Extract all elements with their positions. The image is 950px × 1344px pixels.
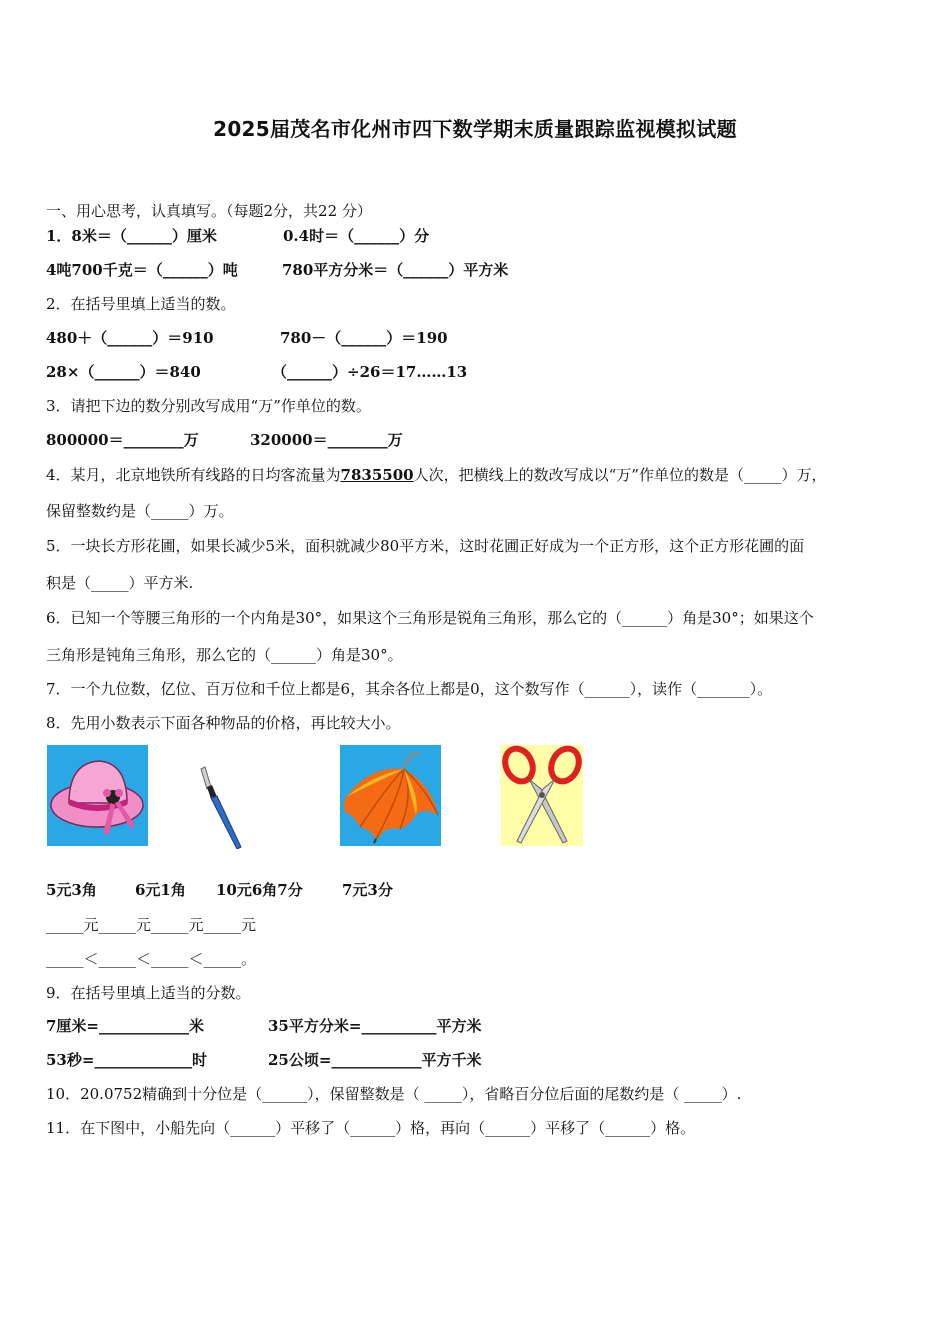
- q3-a: 800000＝________万: [46, 431, 199, 449]
- q5-line2: 积是（_____）平方米.: [46, 574, 194, 592]
- price-pen: 6元1角: [135, 881, 186, 899]
- q11: 11．在下图中，小船先向（______）平移了（______）格，再向（______）平移了（______）格。: [46, 1119, 696, 1137]
- q2-b: 780－（______）＝190: [280, 329, 448, 347]
- q8-stem: 8．先用小数表示下面各种物品的价格，再比较大小。: [46, 714, 401, 732]
- q1-d: 780平方分米＝（______）平方米: [282, 261, 509, 279]
- q4-line2: 保留整数约是（_____）万。: [46, 502, 234, 520]
- hat-icon: [47, 745, 148, 846]
- q9-d: 25公顷=____________平方千米: [268, 1051, 482, 1069]
- page-title: 2025届茂名市化州市四下数学期末质量跟踪监视模拟试题: [213, 117, 737, 141]
- q4-line1: [46, 465, 826, 485]
- q10: 10．20.0752精确到十分位是（______），保留整数是（ _____），省略百分位后面的尾数约是（ _____）.: [46, 1085, 742, 1103]
- umbrella-icon: [340, 745, 441, 846]
- q9-c: 53秒=_____________时: [46, 1051, 207, 1069]
- q1-c: 4吨700千克＝（______）吨: [46, 261, 238, 279]
- q7: 7．一个九位数，亿位、百万位和千位上都是6，其余各位上都是0，这个数写作（______），读作（_______）。: [46, 680, 773, 698]
- q8-blanks: _____元_____元_____元_____元: [46, 916, 257, 934]
- q1-b: 0.4时＝（______）分: [283, 227, 430, 245]
- q9-stem: 9．在括号里填上适当的分数。: [46, 984, 251, 1002]
- q2-c: 28×（______）＝840: [46, 363, 201, 381]
- scissors-icon: [501, 745, 583, 846]
- q3-b: 320000＝________万: [250, 431, 403, 449]
- q8-compare: _____＜_____＜_____＜_____。: [46, 950, 257, 968]
- q1-a: 1．8米＝（______）厘米: [46, 227, 217, 245]
- q9-a: 7厘米=____________米: [46, 1017, 205, 1035]
- q4-pre: 4．某月，北京地铁所有线路的日均客流量为: [46, 466, 341, 484]
- price-scissors: 7元3分: [342, 881, 393, 899]
- q2-stem: 2．在括号里填上适当的数。: [46, 295, 236, 313]
- q2-d: （______）÷26＝17……13: [272, 363, 468, 381]
- q4-number: 7835500: [340, 466, 414, 484]
- price-umbrella: 10元6角7分: [216, 881, 303, 899]
- q5-line1: 5．一块长方形花圃，如果长减少5米，面积就减少80平方米，这时花圃正好成为一个正方形，这个正方形花圃的面: [46, 537, 805, 555]
- q6-line1: 6．已知一个等腰三角形的一个内角是30°，如果这个三角形是锐角三角形，那么它的（______）角是30°；如果这个: [46, 609, 814, 627]
- price-hat: 5元3角: [46, 881, 97, 899]
- q9-b: 35平方分米=__________平方米: [268, 1017, 482, 1035]
- section-heading: 一、用心思考，认真填写。（每题2分，共22 分）: [46, 202, 372, 220]
- pen-icon: [195, 765, 245, 849]
- q4-post: 人次，把横线上的数改写成以“万”作单位的数是（_____）万，: [413, 466, 827, 484]
- q6-line2: 三角形是钝角三角形，那么它的（______）角是30°。: [46, 646, 403, 664]
- q3-stem: 3．请把下边的数分别改写成用“万”作单位的数。: [46, 397, 371, 415]
- q2-a: 480＋（______）＝910: [46, 329, 214, 347]
